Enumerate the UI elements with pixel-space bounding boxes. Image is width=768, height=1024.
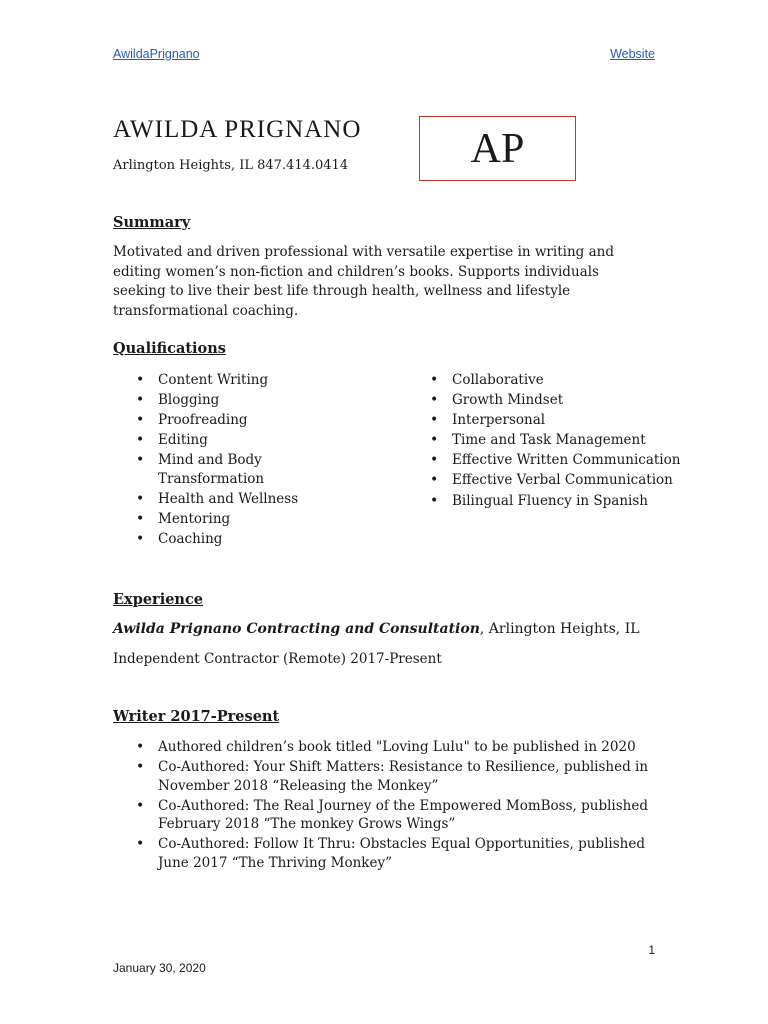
list-item: • Authored children’s book titled "Loving Lulu" to be published in 2020 [158, 738, 678, 757]
list-item: • Co-Authored: Your Shift Matters: Resistance to Resilience, published in November 2018 “Releasing the Monkey” [158, 758, 678, 795]
list-item: • Growth Mindset [452, 391, 692, 410]
company-location: , Arlington Heights, IL [479, 621, 640, 637]
page-title: AWILDA PRIGNANO [113, 116, 362, 143]
list-item: • Mind and Body Transformation [158, 451, 358, 488]
list-item: • Mentoring [158, 510, 358, 529]
list-item: • Effective Verbal Communication [452, 471, 692, 490]
list-item: • Time and Task Management [452, 431, 692, 450]
list-item: • Proofreading [158, 411, 358, 430]
monogram-text: AP [470, 125, 525, 172]
experience-heading: Experience [113, 591, 204, 608]
contact-info: Arlington Heights, IL 847.414.0414 [113, 158, 349, 173]
writer-list [113, 738, 678, 874]
list-item: • Collaborative [452, 371, 692, 390]
list-item: • Co-Authored: The Real Journey of the Empowered MomBoss, published February 2018 “The monkey Grows Wings” [158, 797, 678, 834]
list-item: • Blogging [158, 391, 358, 410]
writer-heading: Writer 2017-Present [113, 708, 280, 725]
list-item: • Effective Written Communication [452, 451, 692, 470]
company-name: Awilda Prignano Contracting and Consultation [113, 621, 480, 637]
company-line [113, 620, 653, 640]
qualifications-heading: Qualifications [113, 340, 226, 357]
monogram-box [419, 116, 576, 181]
list-item: • Editing [158, 431, 358, 450]
list-item: • Bilingual Fluency in Spanish [452, 492, 692, 511]
footer-date: January 30, 2020 [113, 961, 206, 975]
summary-heading: Summary [113, 214, 191, 231]
list-item: • Health and Wellness [158, 490, 358, 509]
list-item: • Co-Authored: Follow It Thru: Obstacles Equal Opportunities, published June 2017 “The Thriving Monkey” [158, 835, 678, 872]
list-item: • Coaching [158, 530, 358, 549]
role-line: Independent Contractor (Remote) 2017-Present [113, 651, 442, 667]
name-link[interactable]: AwildaPrignano [113, 47, 200, 61]
website-link[interactable]: Website [610, 47, 655, 61]
qualifications-list-left [113, 371, 358, 550]
page-number: 1 [648, 943, 655, 957]
list-item: • Interpersonal [452, 411, 692, 430]
list-item: • Content Writing [158, 371, 358, 390]
qualifications-list-right [407, 371, 692, 512]
summary-text: Motivated and driven professional with versatile expertise in writing and editing women’s non-fiction and children’s books. Supports individuals seeking to live their best life through health, wellness and lifestyle transformational coaching. [113, 244, 614, 319]
